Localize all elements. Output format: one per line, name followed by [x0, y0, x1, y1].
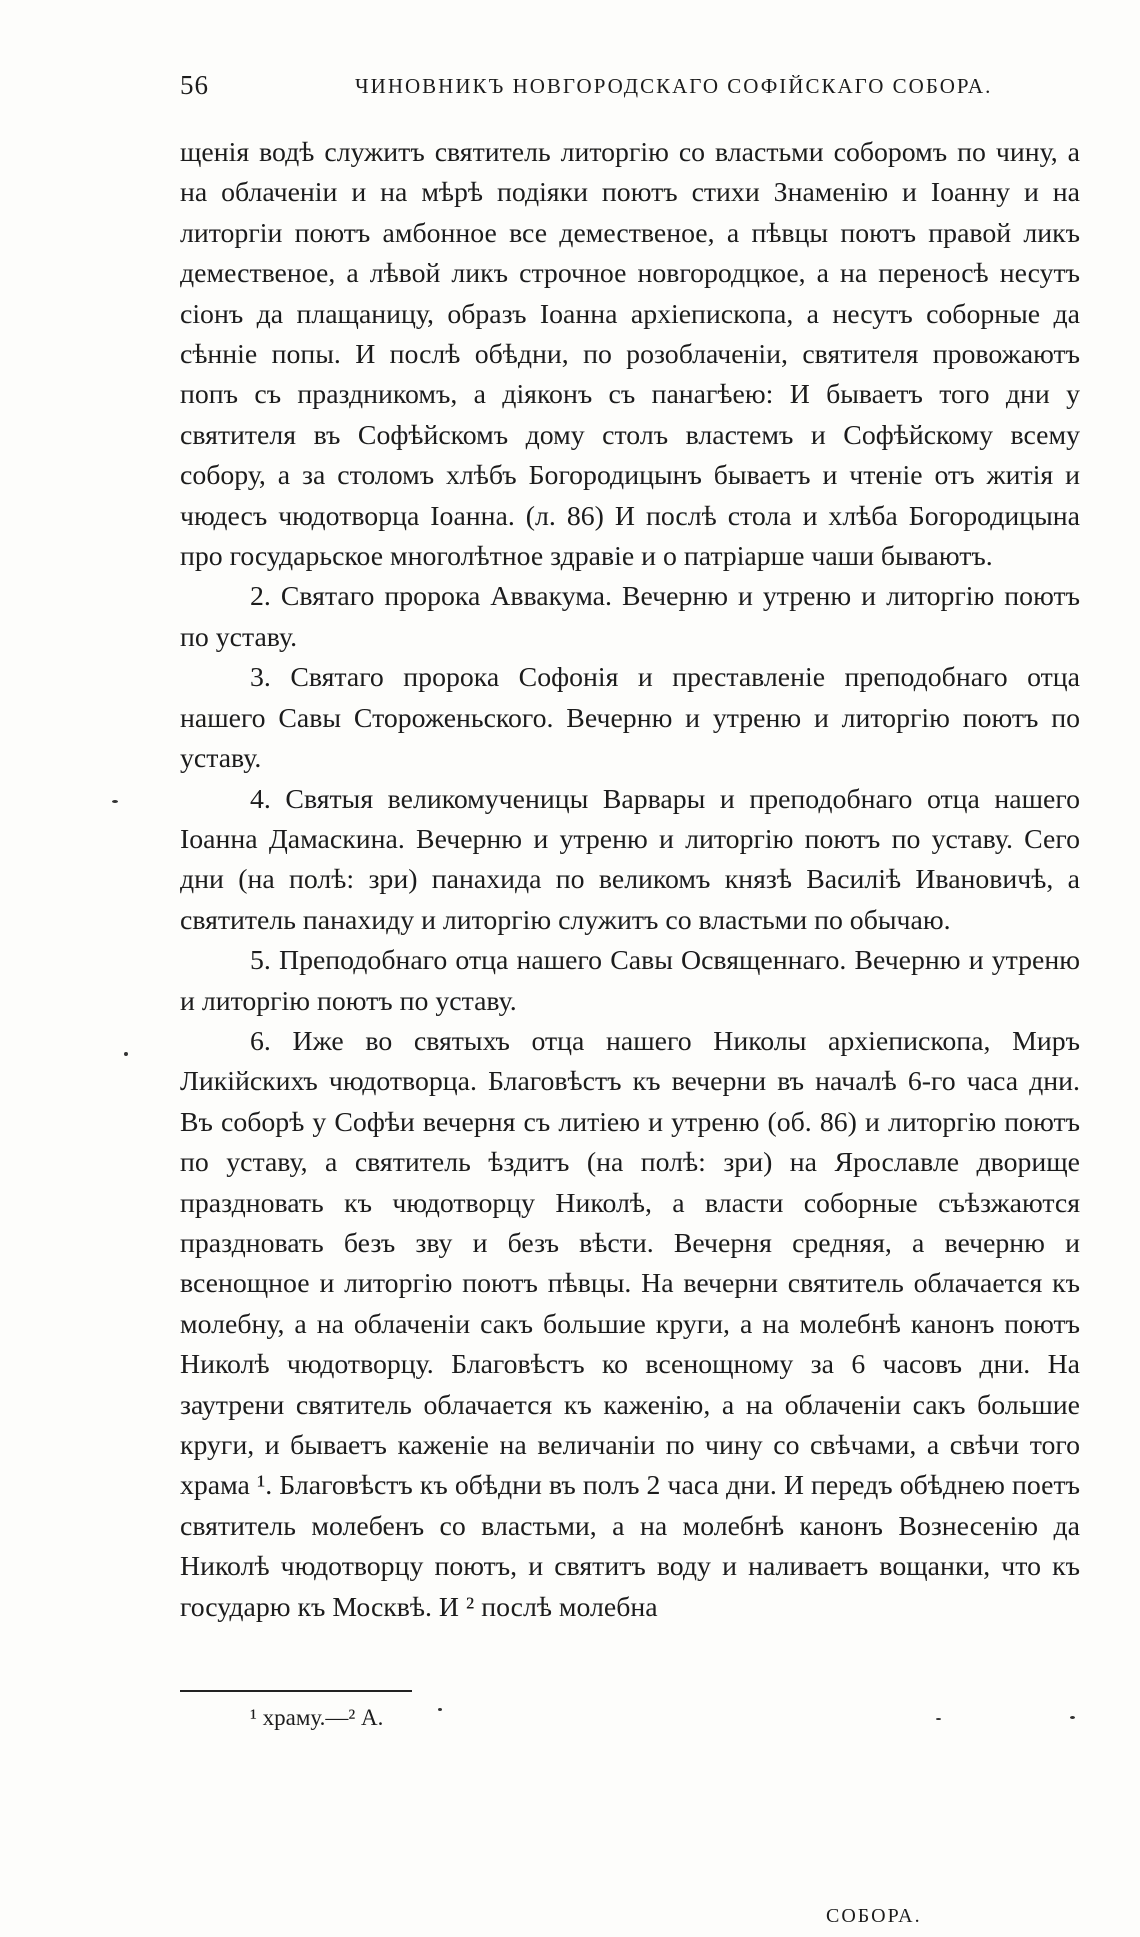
- body-text: [180, 133, 1080, 1628]
- page-header: [180, 70, 993, 110]
- signature-catchword: СОБОРА.: [826, 1905, 922, 1927]
- footnote: ¹ храму.—² А.: [250, 1705, 384, 1730]
- paragraph-entry-2: 2. Святаго пророка Аввакума. Вечерню и утреню и литоргію поютъ по уставу.: [180, 581, 1080, 653]
- print-speck: [124, 1052, 128, 1056]
- paragraph-entry-3: 3. Святаго пророка Софонія и преставленіе преподобнаго отца нашего Савы Стороженьского. Вечерню и утреню и литоргію поютъ по уставу.: [180, 662, 1080, 775]
- footnote-divider: [180, 1690, 412, 1692]
- print-speck: [936, 1718, 941, 1720]
- paragraph-entry-4: 4. Святыя великомученицы Варвары и преподобнаго отца нашего Іоанна Дамаскина. Вечерню и утреню и литоргію поютъ по уставу. Сего дни (на полѣ: зри) панахида по великомъ князѣ Василіѣ Ивановичѣ, а святитель панахиду и литоргію служитъ со властьми по обычаю.: [180, 783, 1080, 936]
- paragraph-entry-5: 5. Преподобнаго отца нашего Савы Освященнаго. Вечерню и утреню и литоргію поютъ по уставу.: [180, 945, 1080, 1017]
- print-speck: [438, 1708, 442, 1711]
- paragraph-continuation: щенія водѣ служитъ святитель литоргію со властьми соборомъ по чину, а на облаченіи и на мѣрѣ подіяки поютъ стихи Знаменію и Іоанну и на литоргіи поютъ амбонное все демественое, а пѣвцы поютъ правой ликъ демественое, а лѣвой ликъ строчное новгородцкое, а на переносѣ несутъ сіонъ да плащаницу, образъ Іоанна архіепископа, а несутъ соборные да сѣнніе попы. И послѣ обѣдни, по розоблаченіи, святителя провожаютъ попъ съ праздникомъ, а діяконъ съ панагѣею: И бываетъ того дни у святителя въ Софѣйскомъ дому столъ властемъ и Софѣйскому всему собору, а за столомъ хлѣбъ Богородицынъ бываетъ и чтеніе отъ житія и чюдесъ чюдотворца Іоанна. (л. 86) И послѣ стола и хлѣба Богородицына про государьское многолѣтное здравіе и о патріарше чаши бываютъ.: [180, 137, 1080, 573]
- running-title: ЧИНОВНИКЪ НОВГОРОДСКАГО СОФІЙСКАГО СОБОРА.: [355, 74, 993, 98]
- page-number: 56: [180, 70, 209, 100]
- print-speck: [112, 800, 118, 803]
- print-speck: [1070, 1716, 1075, 1719]
- paragraph-entry-6: 6. Иже во святыхъ отца нашего Николы архіепископа, Миръ Ликійскихъ чюдотворца. Благовѣстъ къ вечерни въ началѣ 6-го часа дни. Въ соборѣ у Софѣи вечерня съ литіею и утреню (об. 86) и литоргію поютъ по уставу, а святитель ѣздитъ (на полѣ: зри) на Ярославле дворище праздновать къ чюдотворцу Николѣ, а власти соборные съѣзжаются праздновать безъ зву и безъ вѣсти. Вечерня средняя, а вечерню и всенощное и литоргію поютъ пѣвцы. На вечерни святитель облачается къ молебну, а на облаченіи сакъ большие круги, а на молебнѣ канонъ поютъ Николѣ чюдотворцу. Благовѣстъ ко всенощному за 6 часовъ дни. На заутрени святитель облачается къ каженію, а на облаченіи сакъ большие круги, и бываетъ каженіе на величаніи по чину со свѣчами, а свѣчи того храма ¹. Благовѣстъ къ обѣдни въ полъ 2 часа дни. И передъ обѣднею поетъ святитель молебенъ со властьми, а на молебнѣ канонъ Вознесенію да Николѣ чюдотворцу поютъ, и святитъ воду и наливаетъ вощанки, что къ государю къ Москвѣ. И ² послѣ молебна: [180, 1025, 1080, 1623]
